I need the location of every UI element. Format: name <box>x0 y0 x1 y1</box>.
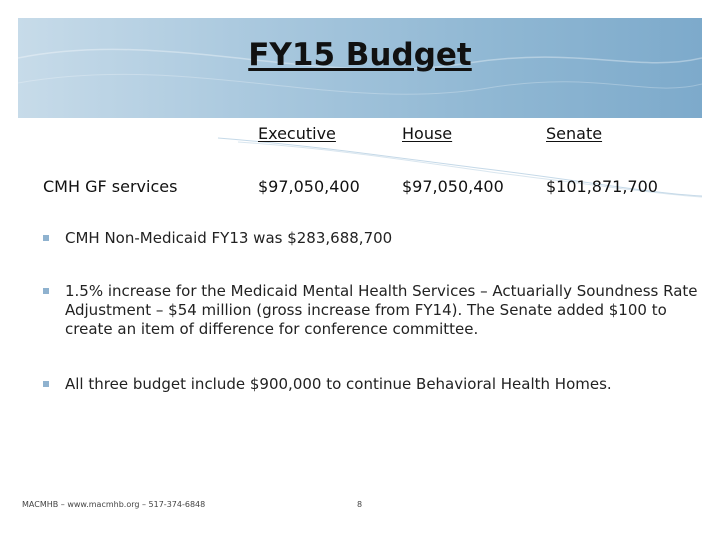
bullet-square-icon <box>43 235 49 241</box>
bullet-item <box>43 282 703 339</box>
bullet-square-icon <box>43 381 49 387</box>
row-label-cmh-gf-services: CMH GF services <box>43 177 178 196</box>
page-number: 8 <box>357 500 363 509</box>
column-header-house: House <box>402 124 453 143</box>
cell-executive-value: $97,050,400 <box>258 177 360 196</box>
cell-senate-value: $101,871,700 <box>546 177 658 196</box>
cell-house-value: $97,050,400 <box>402 177 504 196</box>
bullet-square-icon <box>43 288 49 294</box>
bullet-text: CMH Non-Medicaid FY13 was $283,688,700 <box>65 229 393 247</box>
footer-contact: MACMHB – www.macmhb.org – 517-374-6848 <box>22 500 206 509</box>
bullet-item <box>43 375 703 394</box>
column-header-executive: Executive <box>258 124 336 143</box>
slide-title: FY15 Budget <box>248 37 472 73</box>
bullet-text: 1.5% increase for the Medicaid Mental Health Services – Actuarially Soundness Rate Adjustment – $54 million (gross increase from FY14). The Senate added $100 to create an item of difference for conference committee. <box>65 282 698 338</box>
bullet-item <box>43 229 703 248</box>
bullet-text: All three budget include $900,000 to continue Behavioral Health Homes. <box>65 375 612 393</box>
column-header-senate: Senate <box>546 124 603 143</box>
